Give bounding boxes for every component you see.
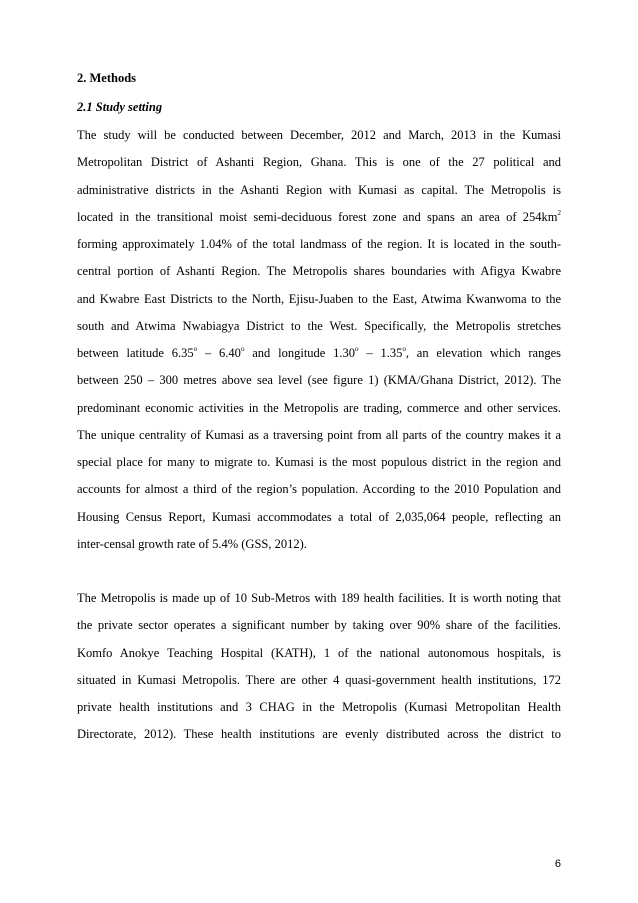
subsection-heading: 2.1 Study setting (77, 100, 163, 114)
text-line: predominant economic activities in the Metropolis are trading, commerce and other services. (77, 400, 561, 415)
section-heading: 2. Methods (77, 71, 137, 85)
superscript: 2 (557, 208, 561, 217)
superscript: o (240, 345, 245, 353)
text-line: accounts for almost a third of the region’s population. According to the 2010 Population and (77, 482, 561, 497)
paragraph (77, 126, 561, 562)
text-line: The unique centrality of Kumasi as a traversing point from all parts of the country makes it a (77, 427, 561, 442)
text-line: Komfo Anokye Teaching Hospital (KATH), 1 of the national autonomous hospitals, is (77, 645, 561, 660)
text-line: situated in Kumasi Metropolis. There are other 4 quasi-government health institutions, 172 (77, 672, 561, 687)
text-line: south and Atwima Nwabiagya District to the West. Specifically, the Metropolis stretches (77, 318, 561, 333)
superscript: o (193, 345, 198, 353)
page-number: 6 (554, 858, 561, 870)
text-line: The Metropolis is made up of 10 Sub-Metros with 189 health facilities. It is worth noting that (77, 591, 561, 605)
text-line: forming approximately 1.04% of the total landmass of the region. It is located in the south- (77, 237, 561, 251)
text-line: Metropolitan District of Ashanti Region, Ghana. This is one of the 27 political and (77, 155, 561, 170)
text-line: The study will be conducted between December, 2012 and March, 2013 in the Kumasi (77, 128, 561, 142)
text-line: administrative districts in the Ashanti Region with Kumasi as capital. The Metropolis is (77, 182, 561, 197)
paragraph (77, 589, 561, 753)
text-line: central portion of Ashanti Region. The Metropolis shares boundaries with Afigya Kwabre (77, 264, 561, 279)
superscript: o (355, 345, 359, 353)
text-line: and Kwabre East Districts to the North, Ejisu-Juaben to the East, Atwima Kwanwoma to the (77, 291, 561, 306)
text-line: inter-censal growth rate of 5.4% (GSS, 2012). (77, 536, 307, 551)
text-line: special place for many to migrate to. Kumasi is the most populous district in the region and (77, 455, 561, 469)
text-line: between 250 – 300 metres above sea level (see figure 1) (KMA/Ghana District, 2012). The (77, 373, 561, 388)
page-content (77, 69, 561, 753)
text-line: private health institutions and 3 CHAG in the Metropolis (Kumasi Metropolitan Health (77, 700, 561, 714)
text-line: located in the transitional moist semi-deciduous forest zone and spans an area of $254km^2$ (77, 208, 561, 224)
text-line: Housing Census Report, Kumasi accommodates a total of 2,035,064 people, reflecting an (77, 509, 561, 524)
text-line: the private sector operates a significant number by taking over 90% share of the facilities. (77, 618, 561, 633)
text-line: between latitude 6.35$^o$ – 6.40$^o$ and longitude 1.30$^o$ – 1.35$^o$, an elevation which ranges (77, 345, 562, 360)
superscript: o (402, 345, 406, 353)
body-text (77, 126, 561, 753)
text-line: Directorate, 2012). These health institutions are evenly distributed across the district to (77, 727, 561, 742)
